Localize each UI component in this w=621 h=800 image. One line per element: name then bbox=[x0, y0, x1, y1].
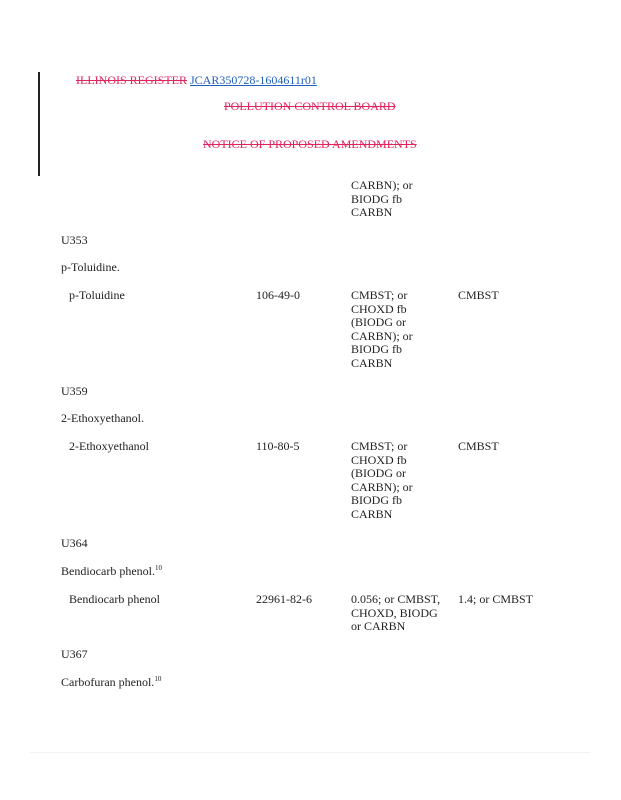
waste-code: U364 bbox=[61, 536, 88, 550]
register-header bbox=[76, 73, 317, 88]
waste-name: Carbofuran phenol. bbox=[61, 675, 155, 689]
constituent-name: p-Toluidine bbox=[69, 288, 125, 302]
nonwastewater-standard: 1.4; or CMBST bbox=[458, 592, 534, 606]
register-deleted-text: ILLINOIS REGISTER bbox=[76, 73, 187, 87]
waste-name: Bendiocarb phenol. bbox=[61, 564, 155, 578]
waste-name-line bbox=[61, 565, 162, 579]
waste-name: 2-Ethoxyethanol. bbox=[61, 411, 144, 425]
wastewater-standard: CMBST; or CHOXD fb (BIODG or CARBN); or BIODG fb CARBN bbox=[351, 288, 413, 370]
waste-name-line bbox=[61, 676, 161, 690]
change-bar bbox=[38, 72, 40, 176]
board-title: POLLUTION CONTROL BOARD bbox=[224, 99, 396, 113]
register-inserted-text: JCAR350728-1604611r01 bbox=[190, 73, 317, 87]
nonwastewater-standard: CMBST bbox=[458, 288, 499, 302]
waste-code: U353 bbox=[61, 233, 88, 247]
footnote-marker: 10 bbox=[154, 675, 162, 683]
waste-name: p-Toluidine. bbox=[61, 260, 120, 274]
waste-code: U359 bbox=[61, 384, 88, 398]
cas-number: 106-49-0 bbox=[256, 288, 300, 302]
continuation-cell: CARBN); or BIODG fb CARBN bbox=[351, 178, 413, 219]
wastewater-standard: CMBST; or CHOXD fb (BIODG or CARBN); or BIODG fb CARBN bbox=[351, 439, 413, 521]
notice-title: NOTICE OF PROPOSED AMENDMENTS bbox=[203, 137, 417, 151]
cas-number: 110-80-5 bbox=[256, 439, 300, 453]
constituent-name: Bendiocarb phenol bbox=[69, 592, 160, 606]
page-bottom-edge bbox=[30, 752, 590, 753]
footnote-marker: 10 bbox=[154, 564, 162, 572]
wastewater-standard: 0.056; or CMBST, CHOXD, BIODG or CARBN bbox=[351, 592, 441, 633]
constituent-name: 2-Ethoxyethanol bbox=[69, 439, 149, 453]
cas-number: 22961-82-6 bbox=[256, 592, 312, 606]
nonwastewater-standard: CMBST bbox=[458, 439, 499, 453]
waste-code: U367 bbox=[61, 647, 88, 661]
